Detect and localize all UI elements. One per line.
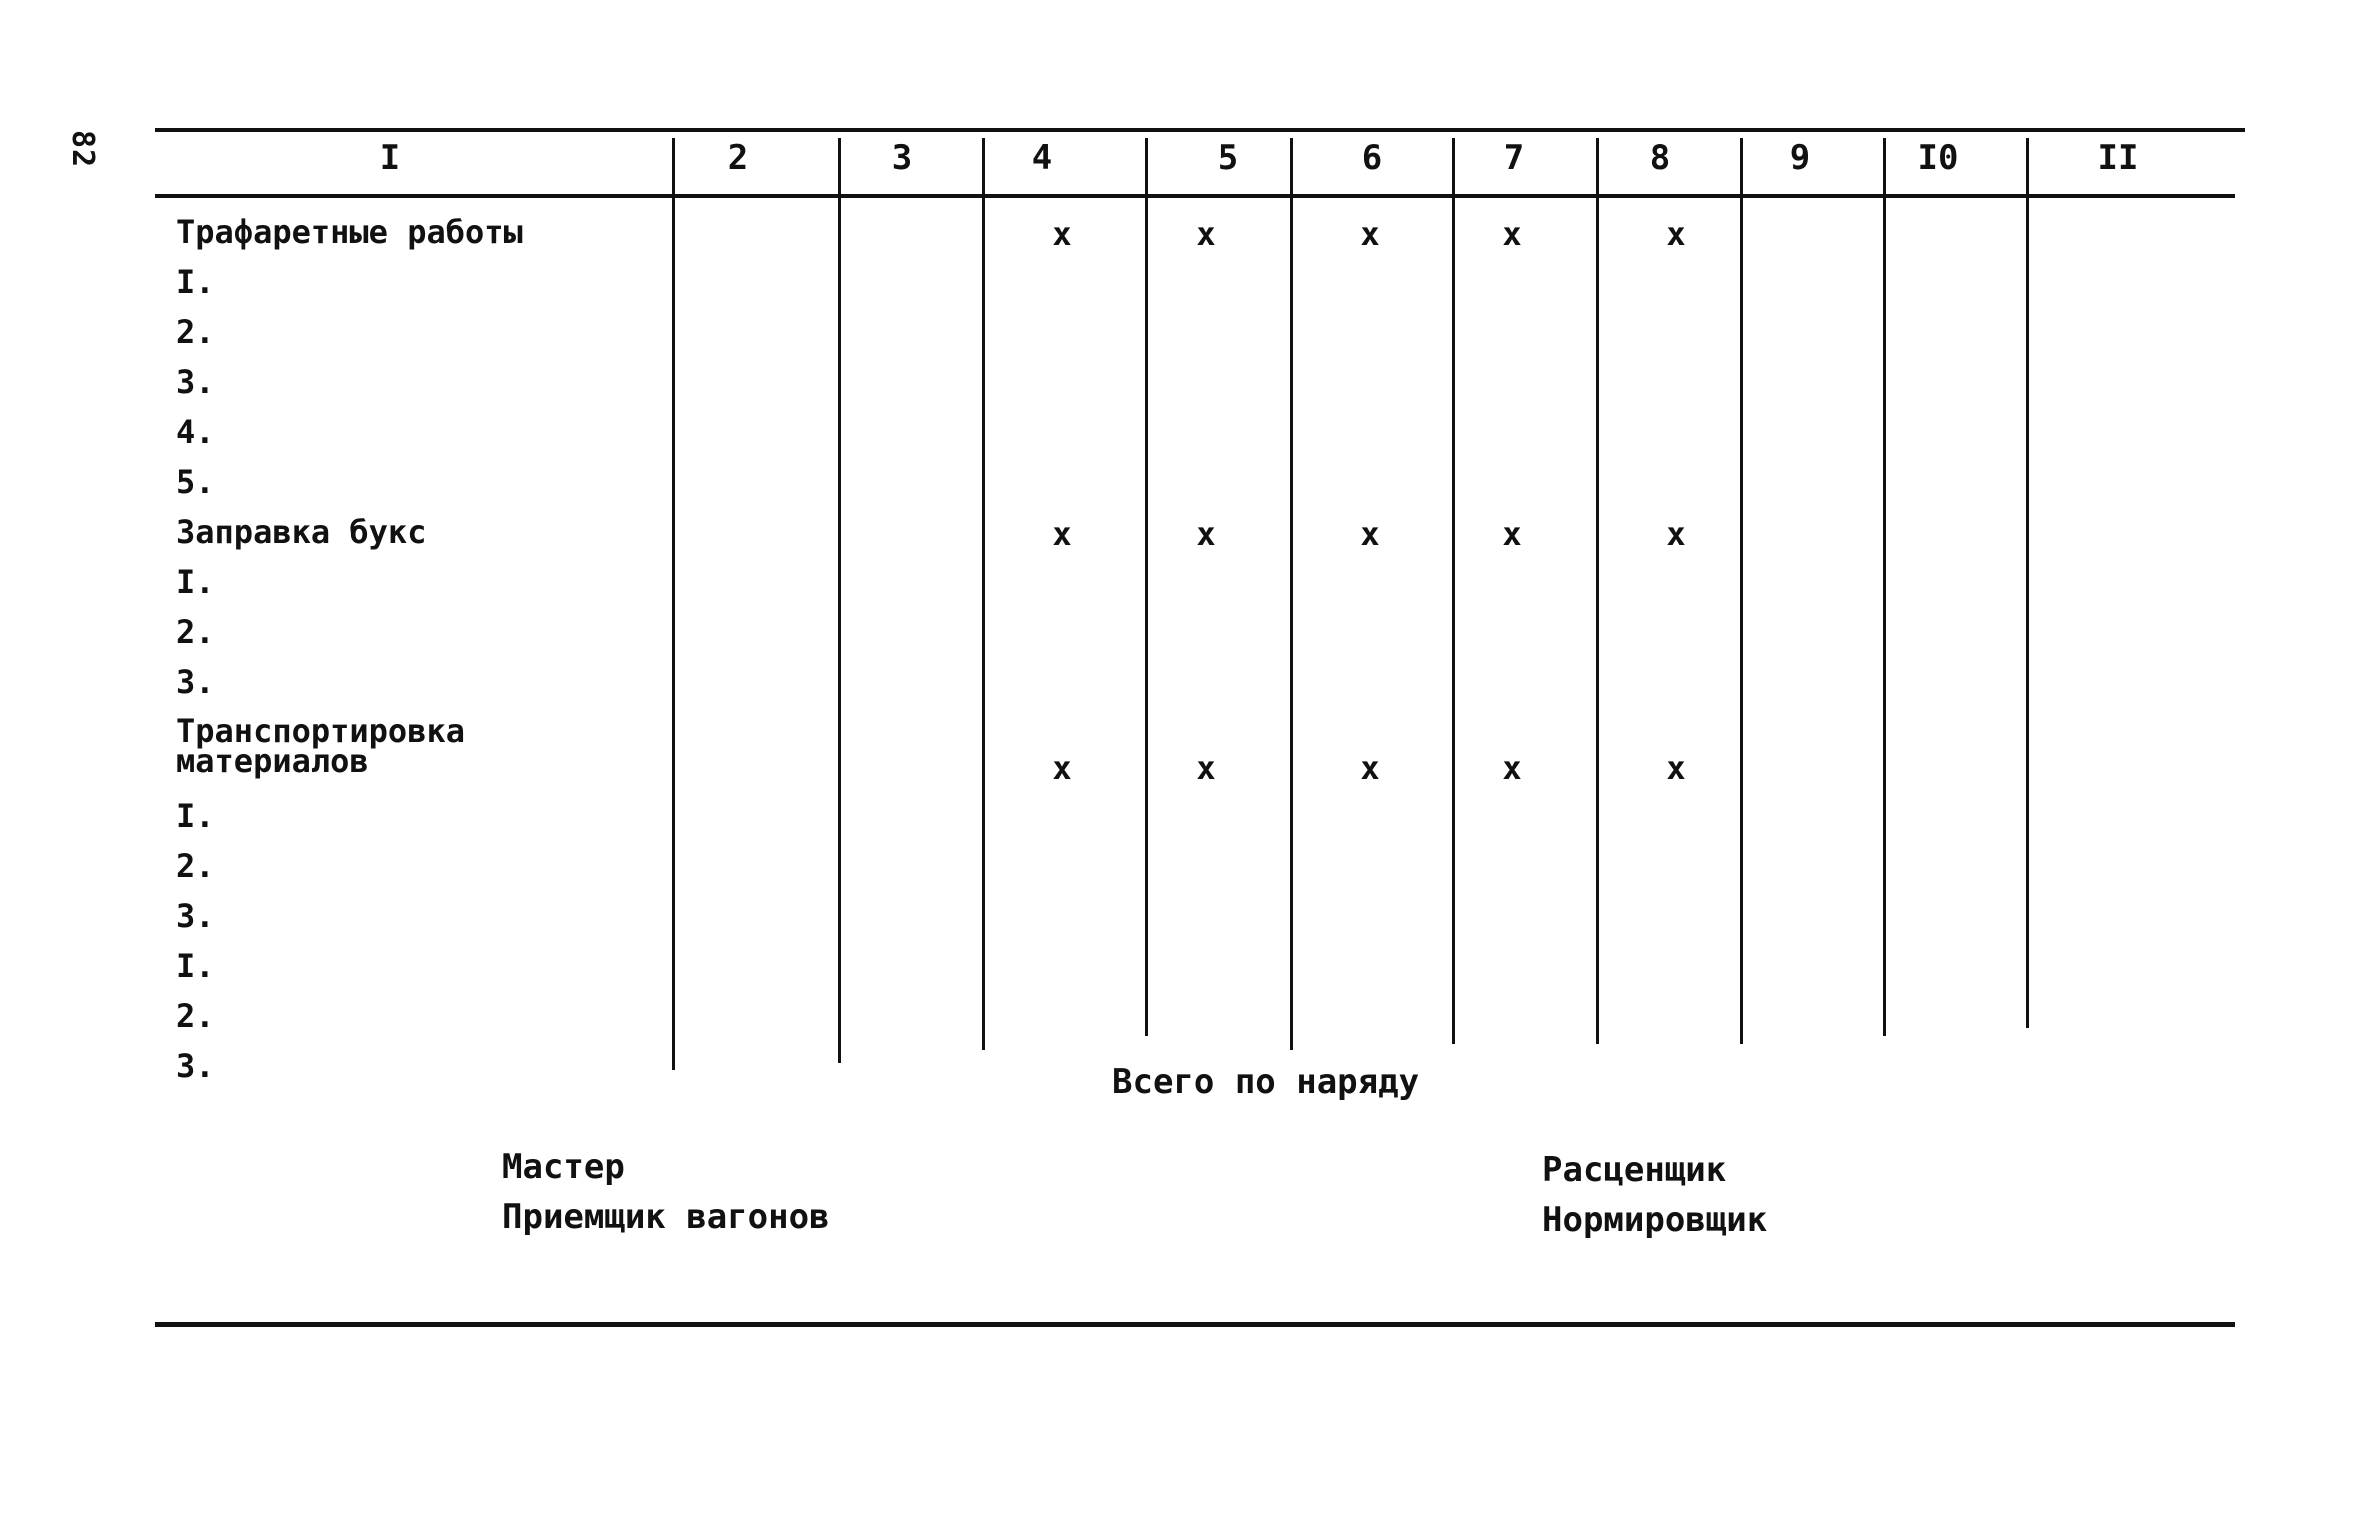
signature-master: Мастер <box>502 1147 625 1187</box>
column-divider-4 <box>1145 138 1148 1036</box>
column-header-9: 9 <box>1789 138 1811 178</box>
column-header-6: 6 <box>1361 138 1383 178</box>
header-top-rule <box>155 128 2245 132</box>
signature-wagon-receiver: Приемщик вагонов <box>502 1197 830 1237</box>
cell-mark: x <box>1196 215 1216 253</box>
row-label: 2. <box>176 313 215 351</box>
column-divider-7 <box>1596 138 1599 1044</box>
cell-mark: x <box>1052 749 1072 787</box>
column-header-4: 4 <box>1031 138 1053 178</box>
bottom-rule <box>155 1322 2235 1327</box>
cell-mark: x <box>1360 215 1380 253</box>
column-header-10: I0 <box>1917 138 1959 178</box>
column-header-7: 7 <box>1503 138 1525 178</box>
column-header-1: I <box>379 138 401 178</box>
row-label: Транспортировка материалов <box>176 712 465 780</box>
column-divider-5 <box>1290 138 1293 1050</box>
cell-mark: x <box>1666 515 1686 553</box>
column-divider-3 <box>982 138 985 1050</box>
row-label: 4. <box>176 413 215 451</box>
header-bottom-rule <box>155 194 2235 198</box>
signature-pricer: Расценщик <box>1542 1150 1727 1190</box>
row-label: 2. <box>176 613 215 651</box>
cell-mark: x <box>1052 515 1072 553</box>
column-header-2: 2 <box>727 138 749 178</box>
row-label: 3. <box>176 1047 215 1085</box>
column-divider-9 <box>1883 138 1886 1036</box>
cell-mark: x <box>1502 749 1522 787</box>
cell-mark: x <box>1360 749 1380 787</box>
cell-mark: x <box>1666 215 1686 253</box>
row-label: I. <box>176 947 215 985</box>
cell-mark: x <box>1502 515 1522 553</box>
cell-mark: x <box>1502 215 1522 253</box>
row-label: Трафаретные работы <box>176 213 523 251</box>
row-label: 3. <box>176 897 215 935</box>
row-label: I. <box>176 263 215 301</box>
cell-mark: x <box>1052 215 1072 253</box>
column-divider-1 <box>672 138 675 1070</box>
column-header-8: 8 <box>1649 138 1671 178</box>
page-number: 82 <box>65 130 100 169</box>
column-header-5: 5 <box>1217 138 1239 178</box>
column-header-11: II <box>2097 138 2139 178</box>
row-label: 3. <box>176 663 215 701</box>
column-divider-2 <box>838 138 841 1063</box>
cell-mark: x <box>1196 515 1216 553</box>
row-label: 2. <box>176 997 215 1035</box>
row-label: I. <box>176 797 215 835</box>
column-divider-6 <box>1452 138 1455 1044</box>
row-label: 5. <box>176 463 215 501</box>
total-label: Всего по наряду <box>1112 1062 1420 1102</box>
cell-mark: x <box>1196 749 1216 787</box>
cell-mark: x <box>1666 749 1686 787</box>
row-label: I. <box>176 563 215 601</box>
column-divider-10 <box>2026 138 2029 1028</box>
column-header-3: 3 <box>891 138 913 178</box>
row-label: 3. <box>176 363 215 401</box>
column-divider-8 <box>1740 138 1743 1044</box>
row-label: 2. <box>176 847 215 885</box>
cell-mark: x <box>1360 515 1380 553</box>
row-label: Заправка букс <box>176 513 427 551</box>
signature-normer: Нормировщик <box>1542 1200 1768 1240</box>
